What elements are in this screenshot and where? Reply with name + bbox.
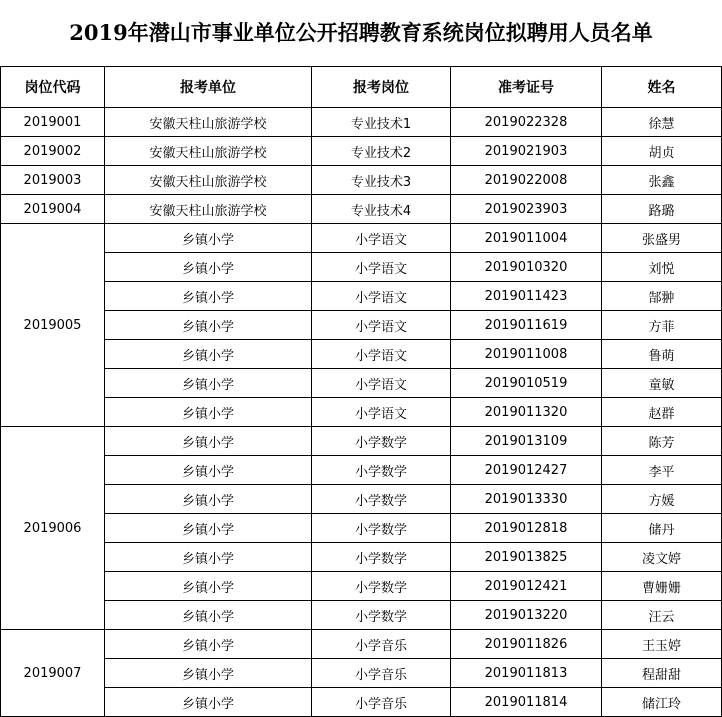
cell-position: 专业技术4 (312, 195, 451, 224)
table-row (1, 340, 722, 369)
cell-exam-no: 2019011008 (451, 340, 602, 369)
cell-exam-no: 2019022008 (451, 166, 602, 195)
cell-position: 小学音乐 (312, 688, 451, 717)
cell-position: 小学数学 (312, 485, 451, 514)
cell-code: 2019003 (1, 166, 105, 195)
cell-unit: 安徽天柱山旅游学校 (105, 108, 312, 137)
header-position: 报考岗位 (312, 67, 451, 108)
cell-exam-no: 2019021903 (451, 137, 602, 166)
cell-exam-no: 2019012818 (451, 514, 602, 543)
table-row (1, 688, 722, 717)
cell-name: 赵群 (602, 398, 722, 427)
table-row (1, 514, 722, 543)
table-row (1, 427, 722, 456)
cell-exam-no: 2019012421 (451, 572, 602, 601)
cell-name: 曹姗姗 (602, 572, 722, 601)
cell-unit: 乡镇小学 (105, 601, 312, 630)
cell-exam-no: 2019013220 (451, 601, 602, 630)
cell-unit: 乡镇小学 (105, 456, 312, 485)
cell-unit: 乡镇小学 (105, 369, 312, 398)
cell-unit: 安徽天柱山旅游学校 (105, 137, 312, 166)
cell-unit: 乡镇小学 (105, 311, 312, 340)
cell-unit: 乡镇小学 (105, 572, 312, 601)
cell-name: 张盛男 (602, 224, 722, 253)
cell-exam-no: 2019011004 (451, 224, 602, 253)
table-row (1, 659, 722, 688)
cell-name: 方菲 (602, 311, 722, 340)
cell-name: 王玉婷 (602, 630, 722, 659)
cell-position: 小学语文 (312, 311, 451, 340)
cell-position: 小学语文 (312, 369, 451, 398)
roster-table (0, 66, 722, 717)
table-body (1, 108, 722, 717)
cell-unit: 安徽天柱山旅游学校 (105, 166, 312, 195)
cell-name: 李平 (602, 456, 722, 485)
cell-position: 小学数学 (312, 514, 451, 543)
cell-unit: 乡镇小学 (105, 543, 312, 572)
cell-position: 小学数学 (312, 543, 451, 572)
cell-position: 小学音乐 (312, 630, 451, 659)
cell-unit: 乡镇小学 (105, 485, 312, 514)
cell-name: 陈芳 (602, 427, 722, 456)
cell-name: 凌文婷 (602, 543, 722, 572)
cell-position: 小学数学 (312, 456, 451, 485)
cell-exam-no: 2019010320 (451, 253, 602, 282)
cell-position: 小学语文 (312, 282, 451, 311)
cell-unit: 乡镇小学 (105, 659, 312, 688)
cell-unit: 乡镇小学 (105, 282, 312, 311)
cell-name: 方媛 (602, 485, 722, 514)
cell-name: 胡贞 (602, 137, 722, 166)
cell-name: 刘悦 (602, 253, 722, 282)
header-code: 岗位代码 (1, 67, 105, 108)
cell-position: 小学数学 (312, 427, 451, 456)
table-row (1, 166, 722, 195)
table-row (1, 137, 722, 166)
cell-exam-no: 2019011619 (451, 311, 602, 340)
cell-unit: 乡镇小学 (105, 630, 312, 659)
cell-exam-no: 2019013109 (451, 427, 602, 456)
cell-position: 小学语文 (312, 398, 451, 427)
table-row (1, 224, 722, 253)
cell-position: 小学数学 (312, 601, 451, 630)
table-row (1, 543, 722, 572)
cell-position: 专业技术3 (312, 166, 451, 195)
cell-exam-no: 2019022328 (451, 108, 602, 137)
cell-position: 小学音乐 (312, 659, 451, 688)
header-unit: 报考单位 (105, 67, 312, 108)
cell-name: 张鑫 (602, 166, 722, 195)
cell-position: 小学数学 (312, 572, 451, 601)
table-row (1, 485, 722, 514)
cell-name: 储丹 (602, 514, 722, 543)
cell-exam-no: 2019011826 (451, 630, 602, 659)
cell-code: 2019001 (1, 108, 105, 137)
cell-position: 专业技术2 (312, 137, 451, 166)
cell-name: 路璐 (602, 195, 722, 224)
page-title: 2019年潜山市事业单位公开招聘教育系统岗位拟聘用人员名单 (69, 20, 653, 45)
cell-exam-no: 2019012427 (451, 456, 602, 485)
cell-name: 储江玲 (602, 688, 722, 717)
cell-exam-no: 2019023903 (451, 195, 602, 224)
table-row (1, 456, 722, 485)
cell-position: 小学语文 (312, 224, 451, 253)
cell-code: 2019002 (1, 137, 105, 166)
cell-name: 童敏 (602, 369, 722, 398)
cell-exam-no: 2019011423 (451, 282, 602, 311)
table-row (1, 398, 722, 427)
table-row (1, 195, 722, 224)
cell-name: 郜翀 (602, 282, 722, 311)
cell-position: 小学语文 (312, 253, 451, 282)
cell-name: 鲁萌 (602, 340, 722, 369)
cell-unit: 乡镇小学 (105, 398, 312, 427)
table-row (1, 253, 722, 282)
cell-exam-no: 2019013330 (451, 485, 602, 514)
header-exam-no: 准考证号 (451, 67, 602, 108)
table-row (1, 630, 722, 659)
cell-unit: 乡镇小学 (105, 253, 312, 282)
table-header-row (1, 67, 722, 108)
cell-exam-no: 2019011814 (451, 688, 602, 717)
cell-code: 2019006 (1, 427, 105, 630)
cell-name: 汪云 (602, 601, 722, 630)
cell-exam-no: 2019011320 (451, 398, 602, 427)
cell-exam-no: 2019010519 (451, 369, 602, 398)
cell-unit: 安徽天柱山旅游学校 (105, 195, 312, 224)
table-row (1, 369, 722, 398)
cell-code: 2019004 (1, 195, 105, 224)
cell-position: 小学语文 (312, 340, 451, 369)
cell-unit: 乡镇小学 (105, 340, 312, 369)
cell-unit: 乡镇小学 (105, 514, 312, 543)
cell-name: 徐慧 (602, 108, 722, 137)
cell-code: 2019007 (1, 630, 105, 717)
table-row (1, 108, 722, 137)
cell-unit: 乡镇小学 (105, 427, 312, 456)
table-row (1, 311, 722, 340)
cell-unit: 乡镇小学 (105, 688, 312, 717)
cell-position: 专业技术1 (312, 108, 451, 137)
table-row (1, 282, 722, 311)
cell-exam-no: 2019013825 (451, 543, 602, 572)
table-row (1, 601, 722, 630)
cell-unit: 乡镇小学 (105, 224, 312, 253)
cell-exam-no: 2019011813 (451, 659, 602, 688)
cell-code: 2019005 (1, 224, 105, 427)
cell-name: 程甜甜 (602, 659, 722, 688)
header-name: 姓名 (602, 67, 722, 108)
table-row (1, 572, 722, 601)
